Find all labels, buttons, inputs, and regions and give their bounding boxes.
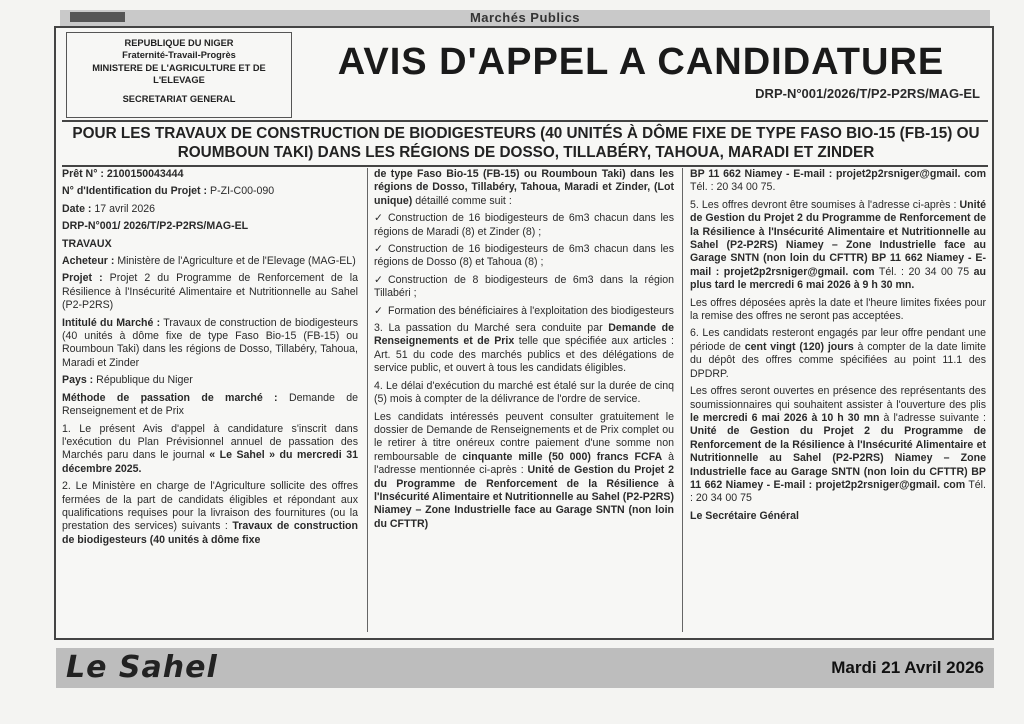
value: P-ZI-C00-090 (210, 185, 275, 198)
paragraph-text: 1. Le présent Avis d'appel à candidature s'inscrit dans l'exécution du Plan Prévisionnel annuel de passation des Marchés paru dans le journal (62, 422, 358, 462)
paragraph-bold: Travaux de construction de biodigesteurs (40 unités à dôme fixe (62, 520, 358, 546)
value: Travaux de construction de biodigesteurs (40 unités à dôme fixe de type Faso Bio-15 (FB-15) ou Roumboun Taki) dans les régions de Dosso, Tillabéry, Tahoua, Maradi et Zinder (62, 316, 358, 369)
paragraph-text: 4. Le délai d'exécution du marché est étalé sur la durée de cinq (5) mois à compter de la délivrance de l'ordre de service. (374, 379, 674, 406)
ministry-line: REPUBLIQUE DU NIGER (124, 38, 234, 48)
paragraph-text: 3. La passation du Marché sera conduite par (374, 322, 603, 335)
checkmark-icon: ✓ (374, 212, 383, 225)
notice-reference: DRP-N°001/2026/T/P2-P2RS/MAG-EL (755, 86, 980, 101)
label: Pays : (62, 374, 94, 387)
paragraph-bold: de type Faso Bio-15 (FB-15) ou Roumboun Taki) dans les régions de Dosso, Tillabéry, Tahoua, Maradi et Zinder, (Lot unique) (374, 168, 674, 207)
column-divider (682, 168, 683, 632)
paragraph-bold: cent vingt (120) jours (744, 340, 854, 353)
section-rubrique: Marchés Publics (469, 10, 581, 25)
list-item-text: Construction de 8 biodigesteurs de 6m3 dans la région Tillabéri ; (374, 273, 674, 300)
paragraph-text: telle que spécifiée aux articles : Art. 51 du code des marchés publics et des délégations de service public, et ouvert à tous les candidats éligibles. (374, 335, 674, 375)
paragraph-text: Tél. : 20 34 00 75 (690, 478, 986, 505)
value: République du Niger (96, 374, 193, 387)
checkmark-icon: ✓ (374, 243, 383, 256)
column-divider (367, 168, 368, 632)
drp-reference: DRP-N°001/ 2026/T/P2-P2RS/MAG-EL (62, 220, 249, 233)
label: Prêt N° : (62, 168, 104, 180)
column-2 (374, 168, 674, 535)
paragraph-bold: Unité de Gestion du Projet 2 du Programme de Renforcement de la Résilience à l'Insécurité Alimentaire et Nutritionnelle au Sahel (P2-P2RS) Niamey – Zone Industrielle face au Garage SNTN (non loin du CFTTR) BP 11 662 Niamey - E-mail : projet2p2rsniger@gmail. com (690, 198, 986, 278)
label: Intitulé du Marché : (62, 316, 161, 329)
ministry-line: Fraternité-Travail-Progrès (122, 50, 236, 61)
paragraph-bold: « Le Sahel » du mercredi 31 décembre 2025. (62, 449, 358, 475)
issue-date: Mardi 21 Avril 2026 (831, 658, 984, 677)
list-item (374, 212, 674, 239)
paragraph-text: détaillé comme suit : (415, 194, 512, 207)
label: Date : (62, 202, 92, 215)
list-item-text: Formation des bénéficiaires à l'exploitation des biodigesteurs (388, 304, 674, 317)
category: TRAVAUX (62, 237, 112, 250)
label: Acheteur : (62, 255, 115, 268)
paragraph-text: à l'adresse mentionnée ci-après : (374, 450, 674, 477)
label: N° d'Identification du Projet : (62, 185, 208, 198)
section-header-strip (60, 10, 990, 26)
paragraph-bold: BP 11 662 Niamey - E-mail : projet2p2rsniger@gmail. com (690, 168, 986, 180)
checkmark-icon: ✓ (374, 304, 383, 317)
paragraph-text: 5. Les offres devront être soumises à l'adresse ci-après : (690, 198, 957, 211)
paragraph-bold: Unité de Gestion du Projet 2 du Programme de Renforcement de la Résilience à l'Insécurité Alimentaire et Nutritionnelle au Sahel (P2-P2RS) Niamey – Zone Industrielle face au Garage SNTN (non loin du CFTTR) BP 11 662 Niamey - E-mail : projet2p2rsniger@gmail. com (690, 425, 986, 491)
column-1 (62, 168, 358, 551)
paragraph-text: à compter de la date limite du dépôt des offres comme spécifiées au point 11.1 des DPDRP. (690, 340, 986, 380)
ministry-block (66, 32, 292, 118)
list-item-text: Construction de 16 biodigesteurs de 6m3 chacun dans les régions de Maradi (8) et Zinder (8) ; (374, 212, 674, 238)
ministry-line: L'ELEVAGE (153, 75, 205, 86)
divider (62, 165, 988, 167)
list-item (374, 274, 674, 301)
footer-bar (56, 648, 994, 688)
value: Projet 2 du Programme de Renforcement de la Résilience à l'Insécurité Alimentaire et Nutritionnelle au Sahel (P2-P2RS) (62, 272, 359, 312)
notice-subject: POUR LES TRAVAUX DE CONSTRUCTION DE BIODIGESTEURS (40 UNITÉS À DÔME FIXE DE TYPE FASO BIO-15 (FB-15) OU ROUMBOUN TAKI) DANS LES RÉGIONS DE DOSSO, TILLABÉRY, TAHOUA, MARADI ET ZINDER (72, 125, 980, 161)
paragraph-text: à l'adresse suivante : (883, 411, 986, 424)
value: Demande de Renseignement et de Prix (62, 391, 358, 418)
signature: Le Secrétaire Général (690, 509, 799, 522)
paragraph-text: Les candidats intéressés peuvent consulter gratuitement le dossier de Demande de Renseignements et de Prix complet ou le retirer à titre onéreux contre paiement d'une somme non remboursable de (374, 410, 674, 463)
paragraph-text: 2. Le Ministère en charge de l'Agriculture sollicite des offres fermées de la part de candidats éligibles et répondant aux qualifications requises pour la livraison des fournitures (ou la prestation des services) suivants : (62, 480, 358, 533)
paragraph-bold: Demande de Renseignements et de Prix (374, 322, 674, 348)
list-item (374, 305, 674, 318)
newspaper-logo: Le Sahel (66, 650, 218, 685)
list-item-text: Construction de 16 biodigesteurs de 6m3 chacun dans les régions de Dosso (8) et Tahoua (8) ; (374, 243, 674, 269)
paragraph-bold: le mercredi 6 mai 2026 à 10 h 30 mn (690, 411, 880, 424)
column-3 (690, 168, 986, 527)
value: 17 avril 2026 (94, 202, 156, 215)
list-item (374, 243, 674, 270)
paragraph-text: 6. Les candidats resteront engagés par leur offre pendant une période de (690, 327, 986, 353)
ministry-line: SECRETARIAT GENERAL (122, 93, 236, 104)
value: Ministère de l'Agriculture et de l'Elevage (MAG-EL) (117, 255, 356, 268)
checkmark-icon: ✓ (374, 273, 383, 286)
ministry-line: MINISTERE DE L'AGRICULTURE ET DE (92, 62, 266, 73)
paragraph-bold: cinquante mille (50 000) francs FCFA (462, 450, 663, 463)
paragraph-bold: au plus tard le mercredi 6 mai 2026 à 9 h 30 mn. (690, 265, 986, 292)
divider (62, 120, 988, 122)
label: Méthode de passation de marché : (62, 391, 278, 404)
paragraph-bold: Unité de Gestion du Projet 2 du Programme de Renforcement de la Résilience à l'Insécurité Alimentaire et Nutritionnelle au Sahel (P2-P2RS) Niamey – Zone Industrielle face au Garage SNTN (non loin du CFTTR) (374, 464, 675, 530)
paragraph-text: Les offres seront ouvertes en présence des représentants des soumissionnaires qui souhaitent assister à l'ouverture des plis (690, 385, 986, 411)
label: Projet : (62, 272, 103, 285)
paragraph-text: Tél. : 20 34 00 75 (878, 265, 970, 278)
notice-title: AVIS D'APPEL A CANDIDATURE (337, 41, 945, 83)
paragraph-text: Tél. : 20 34 00 75. (690, 181, 776, 194)
paragraph-text: Les offres déposées après la date et l'heure limites fixées pour la remise des offres ne seront pas acceptées. (690, 296, 986, 323)
value: 2100150043444 (106, 168, 184, 180)
